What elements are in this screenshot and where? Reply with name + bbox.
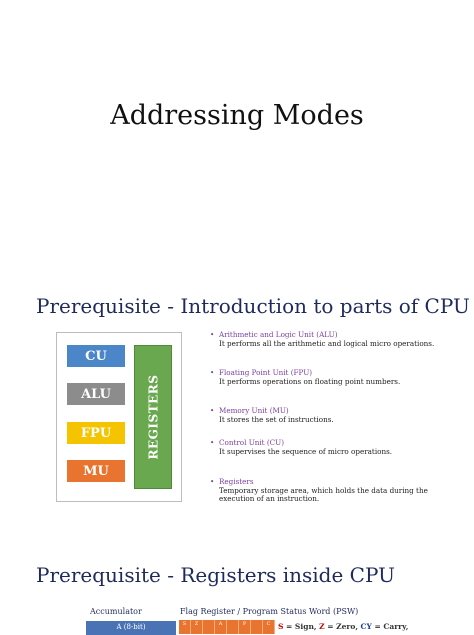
slide-title: Addressing Modes [110, 100, 364, 131]
registers-block [134, 345, 172, 489]
bullet-icon: • [210, 330, 215, 339]
accumulator-label: Accumulator [90, 607, 142, 616]
list-item-term: Floating Point Unit (FPU) [219, 368, 313, 377]
section-heading-registers: Prerequisite - Registers inside CPU [36, 563, 395, 587]
legend-text: = Sign, [283, 622, 320, 631]
mu-block: MU [67, 460, 125, 482]
list-item-desc: It stores the set of instructions. [219, 415, 334, 424]
flag-legend [278, 622, 408, 631]
bullet-icon: • [210, 477, 215, 486]
flag-cell: S [179, 620, 191, 634]
legend-text: = Carry, [371, 622, 409, 631]
flag-cell: P [239, 620, 251, 634]
list-item-term: Registers [219, 477, 254, 486]
section-heading-cpu-parts: Prerequisite - Introduction to parts of CPU [36, 294, 470, 318]
list-item-desc: Temporary storage area, which holds the data during the execution of an instruction. [219, 486, 428, 503]
fpu-block: FPU [67, 422, 125, 444]
list-item-term: Memory Unit (MU) [219, 406, 289, 415]
legend-zero: Z [319, 622, 325, 631]
legend-text: = Zero, [324, 622, 361, 631]
list-item-term: Control Unit (CU) [219, 438, 285, 447]
alu-block: ALU [67, 383, 125, 405]
bullet-icon: • [210, 438, 215, 447]
legend-sign: S [278, 622, 284, 631]
registers-label: REGISTERS [146, 374, 160, 460]
list-item-desc: It performs operations on floating point numbers. [219, 377, 401, 386]
bullet-icon: • [210, 368, 215, 377]
cu-block: CU [67, 345, 125, 367]
accumulator-box: A (8-bit) [86, 621, 176, 635]
list-item-term: Arithmetic and Logic Unit (ALU) [219, 330, 338, 339]
legend-carry: CY [360, 622, 372, 631]
flag-cell: Z [191, 620, 203, 634]
flag-cell: C [263, 620, 275, 634]
list-item-desc: It supervises the sequence of micro operations. [219, 447, 393, 456]
bullet-icon: • [210, 406, 215, 415]
cpu-diagram [56, 332, 182, 502]
flag-cell: A [215, 620, 227, 634]
list-item-desc: It performs all the arithmetic and logical micro operations. [219, 339, 435, 348]
flag-register-label: Flag Register / Program Status Word (PSW) [180, 607, 359, 616]
